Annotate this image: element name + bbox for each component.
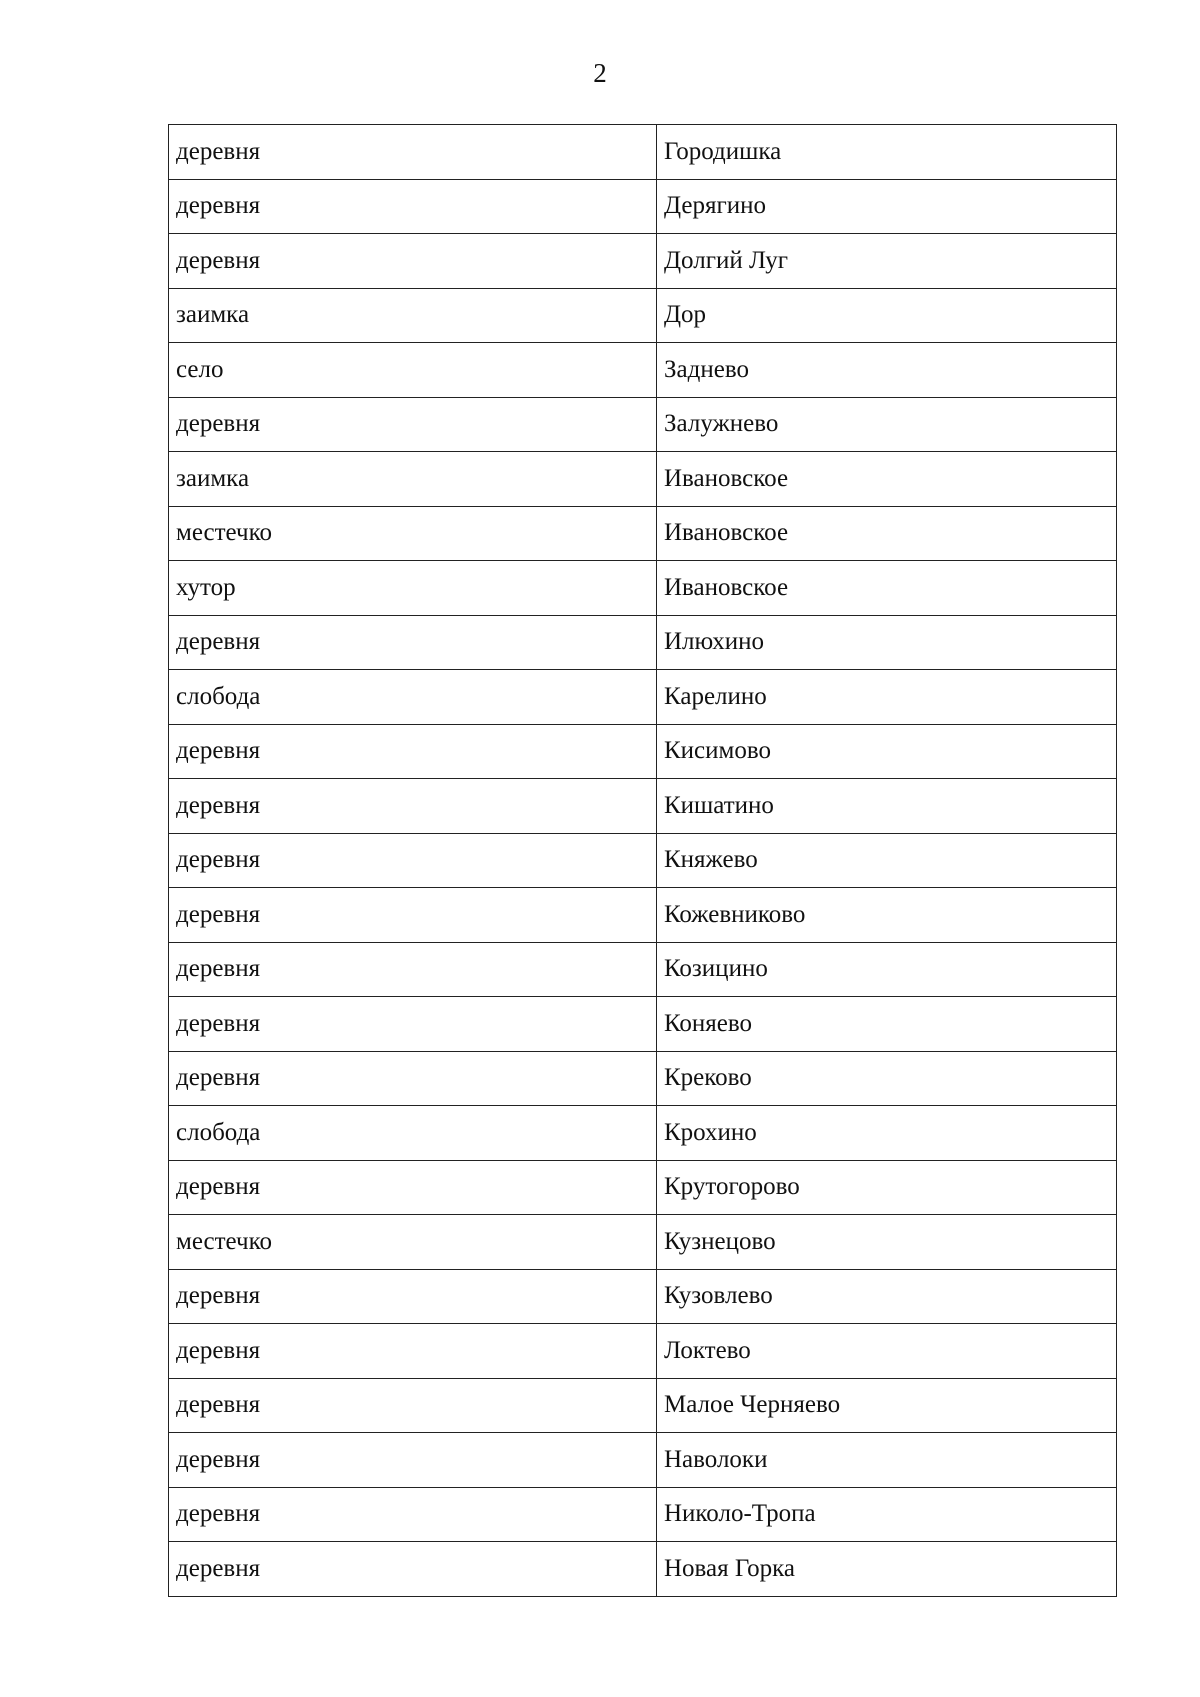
settlement-type-cell: заимка [169,288,657,343]
table-row [169,288,1117,343]
settlement-name-cell: Дор [657,288,1117,343]
settlement-type-cell: деревня [169,1269,657,1324]
settlement-name-cell: Долгий Луг [657,234,1117,289]
settlement-type-cell: деревня [169,1378,657,1433]
table-row [169,942,1117,997]
settlement-type-cell: деревня [169,1487,657,1542]
settlement-type-cell: деревня [169,1160,657,1215]
table-row [169,1160,1117,1215]
table-row [169,1542,1117,1597]
table-row [169,561,1117,616]
settlement-type-cell: деревня [169,179,657,234]
settlement-name-cell: Кожевниково [657,888,1117,943]
settlement-name-cell: Локтево [657,1324,1117,1379]
table-row [169,1051,1117,1106]
table-row [169,724,1117,779]
settlement-name-cell: Крутогорово [657,1160,1117,1215]
settlement-type-cell: слобода [169,670,657,725]
settlement-type-cell: хутор [169,561,657,616]
table-row [169,343,1117,398]
settlement-name-cell: Кисимово [657,724,1117,779]
table-row [169,1433,1117,1488]
settlement-type-cell: деревня [169,942,657,997]
settlement-name-cell: Ивановское [657,506,1117,561]
settlement-type-cell: слобода [169,1106,657,1161]
settlement-name-cell: Залужнево [657,397,1117,452]
table-row [169,779,1117,834]
table-row [169,179,1117,234]
settlement-type-cell: местечко [169,506,657,561]
settlement-name-cell: Козицино [657,942,1117,997]
settlement-type-cell: село [169,343,657,398]
settlement-type-cell: деревня [169,1433,657,1488]
settlement-type-cell: деревня [169,615,657,670]
settlement-type-cell: деревня [169,234,657,289]
settlement-type-cell: деревня [169,724,657,779]
settlement-name-cell: Городишка [657,125,1117,180]
settlement-type-cell: деревня [169,997,657,1052]
settlement-type-cell: деревня [169,125,657,180]
settlement-type-cell: деревня [169,397,657,452]
settlements-table [168,124,1117,1597]
settlement-name-cell: Ивановское [657,452,1117,507]
table-row [169,452,1117,507]
settlement-name-cell: Илюхино [657,615,1117,670]
settlement-name-cell: Кузнецово [657,1215,1117,1270]
settlement-name-cell: Коняево [657,997,1117,1052]
table-row [169,888,1117,943]
settlement-name-cell: Дерягино [657,179,1117,234]
table-row [169,615,1117,670]
table-row [169,1106,1117,1161]
settlement-name-cell: Наволоки [657,1433,1117,1488]
table-row [169,833,1117,888]
table-row [169,1215,1117,1270]
settlement-name-cell: Княжево [657,833,1117,888]
settlement-type-cell: деревня [169,888,657,943]
settlement-name-cell: Заднево [657,343,1117,398]
settlement-type-cell: деревня [169,1324,657,1379]
settlement-type-cell: деревня [169,779,657,834]
settlement-name-cell: Карелино [657,670,1117,725]
page-number: 2 [593,58,607,88]
table-row [169,997,1117,1052]
table-row [169,506,1117,561]
table-row [169,1324,1117,1379]
settlement-type-cell: деревня [169,833,657,888]
table-row [169,1269,1117,1324]
table-row [169,125,1117,180]
settlement-name-cell: Крохино [657,1106,1117,1161]
table-row [169,234,1117,289]
settlement-type-cell: местечко [169,1215,657,1270]
settlement-type-cell: заимка [169,452,657,507]
settlement-type-cell: деревня [169,1051,657,1106]
settlement-name-cell: Новая Горка [657,1542,1117,1597]
table-row [169,397,1117,452]
table-row [169,670,1117,725]
settlement-type-cell: деревня [169,1542,657,1597]
settlement-name-cell: Ивановское [657,561,1117,616]
settlement-name-cell: Креково [657,1051,1117,1106]
settlement-name-cell: Кишатино [657,779,1117,834]
table-row [169,1378,1117,1433]
settlement-name-cell: Николо-Тропа [657,1487,1117,1542]
settlement-name-cell: Кузовлево [657,1269,1117,1324]
table-row [169,1487,1117,1542]
settlement-name-cell: Малое Черняево [657,1378,1117,1433]
